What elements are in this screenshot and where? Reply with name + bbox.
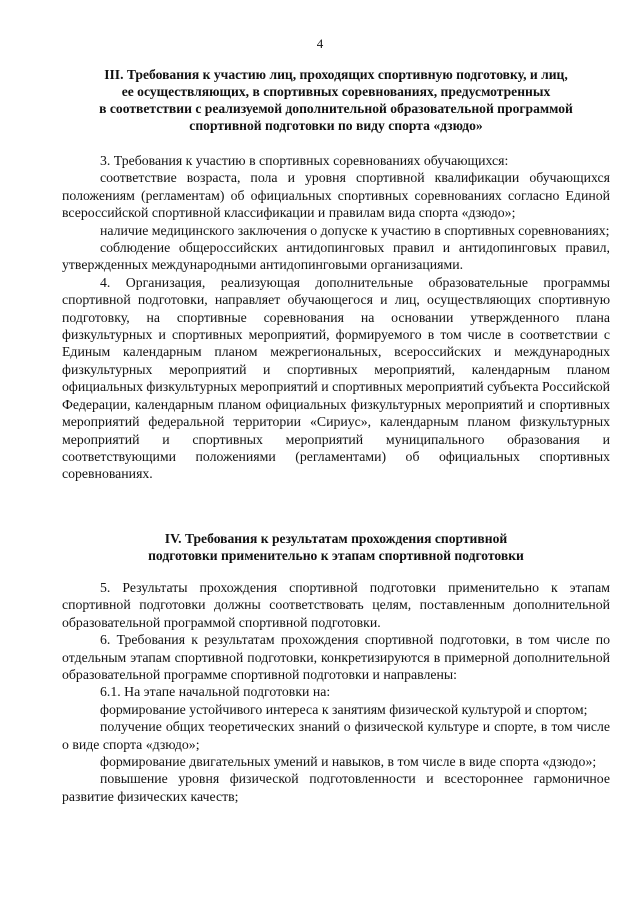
section-3-heading-line: ее осуществляющих, в спортивных соревнованиях, предусмотренных xyxy=(121,84,551,99)
section-3-heading-line: спортивной подготовки по виду спорта «дзюдо» xyxy=(189,118,483,133)
section-3-body xyxy=(62,152,610,483)
section-4-body xyxy=(62,579,610,805)
section-4-heading-line: IV. Требования к результатам прохождения спортивной xyxy=(164,531,508,546)
paragraph-age-requirement: соответствие возраста, пола и уровня спортивной квалификации обучающихся положениям (регламентам) об официальных спортивных соревнованиях согласно Единой всероссийской спортивной классификации и правилам вида спорта «дзюдо»; xyxy=(62,170,610,221)
paragraph-item-4: 4. Организация, реализующая дополнительные образовательные программы спортивной подготовки, направляет обучающегося и лиц, осуществляющих спортивную подготовку, на спортивные соревнования на основании утвержденного плана физкультурных и спортивных мероприятий, формируемого в том числе в соответствии с Единым календарным планом межрегиональных, всероссийских и международных физкультурных мероприятий и спортивных мероприятий, календарным планом официальных физкультурных мероприятий и спортивных мероприятий субъекта Российской Федерации, календарным планом официальных физкультурных мероприятий и спортивных мероприятий федеральной территории «Сириус», календарным планом физкультурных мероприятий и спортивных мероприятий муниципального образования и соответствующими положениями (регламентами) об официальных спортивных соревнованиях. xyxy=(62,274,610,482)
page-number: 4 xyxy=(316,36,324,51)
paragraph-antidoping-requirement: соблюдение общероссийских антидопинговых правил и антидопинговых правил, утвержденных международными антидопинговыми организациями. xyxy=(62,240,610,273)
section-3-heading xyxy=(62,66,610,134)
section-3-heading-line: в соответствии с реализуемой дополнительной образовательной программой xyxy=(99,101,573,116)
paragraph-item-6-1: 6.1. На этапе начальной подготовки на: xyxy=(100,684,331,700)
paragraph-medical-requirement: наличие медицинского заключения о допуске к участию в спортивных соревнованиях; xyxy=(100,222,610,238)
paragraph-interest-formation: формирование устойчивого интереса к занятиям физической культурой и спортом; xyxy=(100,701,588,717)
paragraph-theoretical-knowledge: получение общих теоретических знаний о физической культуре и спорте, в том числе о виде спорта «дзюдо»; xyxy=(62,719,610,752)
paragraph-item-3: 3. Требования к участию в спортивных соревнованиях обучающихся: xyxy=(100,153,509,168)
paragraph-item-6: 6. Требования к результатам прохождения спортивной подготовки, в том числе по отдельным этапам спортивной подготовки, конкретизируются в примерной дополнительной образовательной программе спортивной подготовки и направлены: xyxy=(62,632,610,683)
section-4-heading-line: подготовки применительно к этапам спортивной подготовки xyxy=(148,548,524,563)
paragraph-physical-fitness: повышение уровня физической подготовленности и всестороннее гармоничное развитие физических качеств; xyxy=(62,771,610,804)
paragraph-motor-skills: формирование двигательных умений и навыков, в том числе в виде спорта «дзюдо»; xyxy=(100,754,597,770)
section-4-heading xyxy=(62,530,610,564)
paragraph-item-5: 5. Результаты прохождения спортивной подготовки применительно к этапам спортивной подготовки должны соответствовать целям, поставленным дополнительной образовательной программой спортивной подготовки. xyxy=(62,580,610,630)
section-3-heading-line: III. Требования к участию лиц, проходящих спортивную подготовку, и лиц, xyxy=(104,67,568,82)
